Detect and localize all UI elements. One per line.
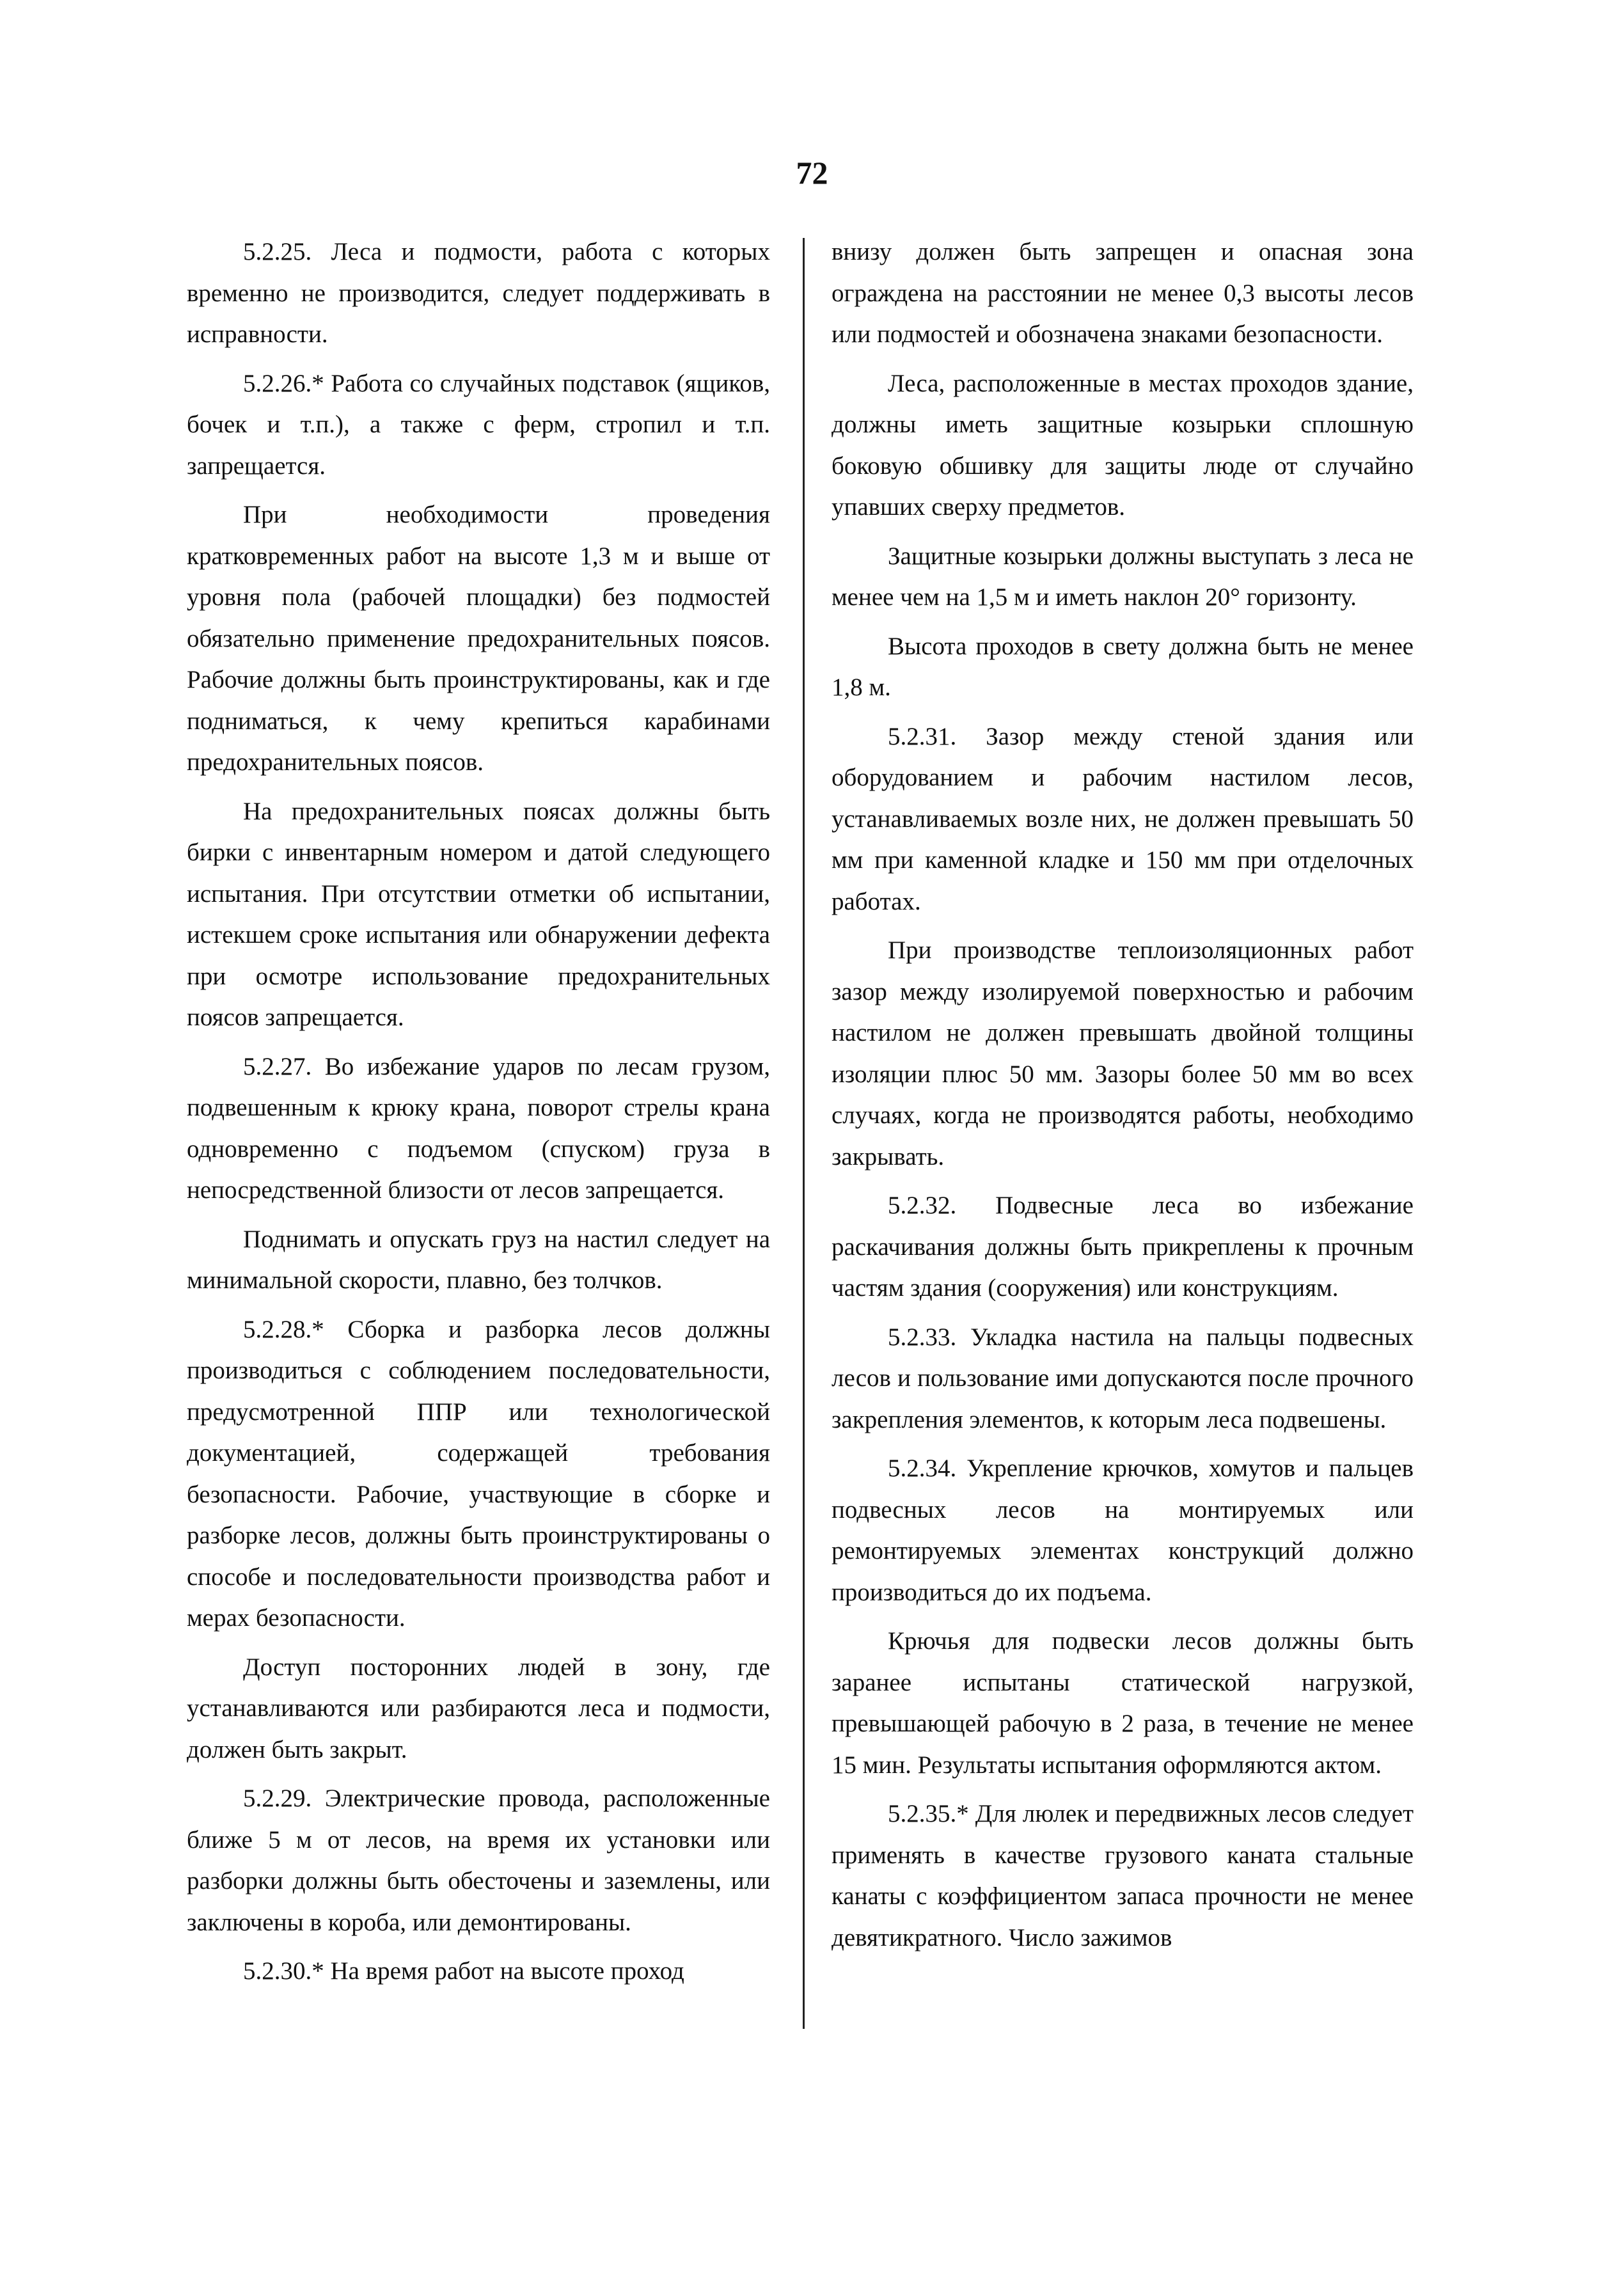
paragraph-5-2-28: 5.2.28.* Сборка и разборка лесов должны производиться с соблюдением последовательности, предусмотренной ППР или технологической документацией, содержащей требования безопасности. Рабочие, участвующие в сборке и разборке лесов, должны быть проинструктированы о способе и последовательности производства работ и мерах безопасности. (187, 1315, 770, 1632)
left-column (187, 232, 770, 2000)
paragraph: Защитные козырьки должны выступать з леса не менее чем на 1,5 м и иметь наклон 20° горизонту. (832, 542, 1414, 611)
paragraph: На предохранительных поясах должны быть бирки с инвентарным номером и датой следующего испытания. При отсутствии отметки об испытании, истекшем сроке испытания или обнаружении дефекта при осмотре использование предохранительных поясов запрещается. (187, 797, 770, 1031)
right-column (832, 232, 1414, 1966)
paragraph: При производстве теплоизоляционных работ зазор между изолируемой поверхностью и рабочим настилом не должен превышать двойной толщины изоляции плюс 50 мм. Зазоры более 50 мм во всех случаях, когда не производятся работы, необходимо закрывать. (832, 936, 1414, 1170)
paragraph-5-2-25: 5.2.25. Леса и подмости, работа с которых временно не производится, следует поддерживать в исправности. (187, 238, 770, 348)
column-divider (803, 238, 805, 2029)
page-number: 72 (796, 155, 828, 191)
paragraph-5-2-33: 5.2.33. Укладка настила на пальцы подвесных лесов и пользование ими допускаются после прочного закрепления элементов, к которым леса подвешены. (832, 1323, 1414, 1433)
paragraph: Поднимать и опускать груз на настил следует на минимальной скорости, плавно, без толчков. (187, 1225, 770, 1294)
paragraph: При необходимости проведения кратковременных работ на высоте 1,3 м и выше от уровня пола (рабочей площадки) без подмостей обязательно применение предохранительных поясов. Рабочие должны быть проинструктированы, как и где подниматься, к чему крепиться карабинами предохранительных поясов. (187, 501, 770, 776)
paragraph: Доступ посторонних людей в зону, где устанавливаются или разбираются леса и подмости, должен быть закрыт. (187, 1653, 770, 1763)
paragraph-continued: внизу должен быть запрещен и опасная зона ограждена на расстоянии не менее 0,3 высоты лесов или подмостей и обозначена знаками безопасности. (832, 238, 1414, 348)
paragraph-5-2-34: 5.2.34. Укрепление крючков, хомутов и пальцев подвесных лесов на монтируемых или ремонтируемых элементах конструкций должно производиться до их подъема. (832, 1454, 1414, 1606)
paragraph-5-2-27: 5.2.27. Во избежание ударов по лесам грузом, подвешенным к крюку крана, поворот стрелы крана одновременно с подъемом (спуском) груза в непосредственной близости от лесов запрещается. (187, 1052, 770, 1204)
paragraph-5-2-32: 5.2.32. Подвесные леса во избежание раскачивания должны быть прикреплены к прочным частям здания (сооружения) или конструкциям. (832, 1192, 1414, 1302)
paragraph-5-2-29: 5.2.29. Электрические провода, расположенные ближе 5 м от лесов, на время их установки или разборки должны быть обесточены и заземлены, или заключены в короба, или демонтированы. (187, 1785, 770, 1936)
paragraph-5-2-35: 5.2.35.* Для люлек и передвижных лесов следует применять в качестве грузового каната стальные канаты с коэффициентом запаса прочности не менее девятикратного. Число зажимов (832, 1800, 1414, 1951)
paragraph: Крючья для подвески лесов должны быть заранее испытаны статической нагрузкой, превышающей рабочую в 2 раза, в течение не менее 15 мин. Результаты испытания оформляются актом. (832, 1627, 1414, 1779)
paragraph: Леса, расположенные в местах проходов здание, должны иметь защитные козырьки сплошную боковую обшивку для защиты люде от случайно упавших сверху предметов. (832, 369, 1414, 521)
paragraph-5-2-31: 5.2.31. Зазор между стеной здания или оборудованием и рабочим настилом лесов, устанавливаемых возле них, не должен превышать 50 мм при каменной кладке и 150 мм при отделочных работах. (832, 722, 1414, 915)
paragraph: Высота проходов в свету должна быть не менее 1,8 м. (832, 632, 1414, 701)
paragraph-5-2-26: 5.2.26.* Работа со случайных подставок (ящиков, бочек и т.п.), а также с ферм, стропил и т.п. запрещается. (187, 369, 770, 480)
paragraph-5-2-30: 5.2.30.* На время работ на высоте проход (243, 1957, 684, 1985)
